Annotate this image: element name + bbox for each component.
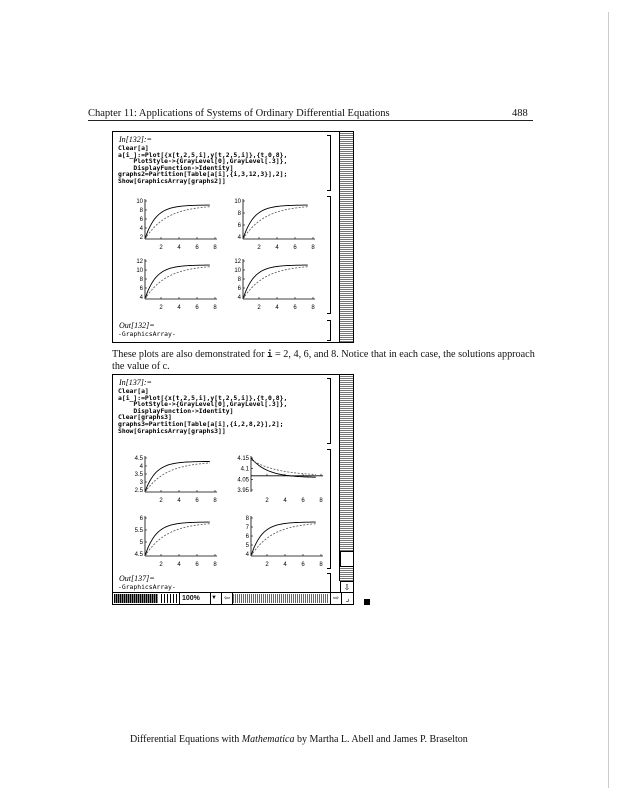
- x-tick-label: 2: [159, 562, 163, 568]
- code-2-line: Clear[graphs3]: [118, 413, 172, 422]
- code-1-line: a[i_]:=Plot[{x[t,2,5,i],y[t,2,5,i]},{t,0,8},: [118, 150, 288, 159]
- y-tick-label: 10: [136, 268, 143, 274]
- code-2-line: graphs3=Partition[Table[a[i],{i,2,8,2}],2];: [118, 419, 284, 428]
- x-tick-label: 8: [213, 305, 217, 311]
- x-tick-label: 2: [265, 498, 269, 504]
- input-code-1[interactable]: [118, 145, 287, 185]
- solution-curve-x: [243, 205, 308, 239]
- plot-panel-1: [136, 199, 217, 251]
- x-tick-label: 2: [159, 305, 163, 311]
- x-tick-label: 6: [195, 562, 199, 568]
- x-tick-label: 8: [213, 245, 217, 251]
- solution-curve-y: [251, 524, 316, 556]
- x-tick-label: 4: [177, 305, 181, 311]
- x-tick-label: 4: [283, 498, 287, 504]
- y-tick-label: 4: [237, 295, 241, 301]
- y-tick-label: 6: [237, 223, 241, 229]
- x-tick-label: 8: [319, 562, 323, 568]
- x-tick-label: 6: [195, 498, 199, 504]
- x-tick-label: 8: [311, 305, 315, 311]
- y-tick-label: 4: [139, 226, 143, 232]
- code-2-line: DisplayFunction->Identity]: [118, 406, 234, 415]
- solution-curve-x: [145, 265, 210, 299]
- solution-curve-x: [243, 265, 308, 299]
- solution-curve-x: [251, 522, 316, 556]
- solution-curve-x: [145, 462, 210, 493]
- status-ticks: [161, 594, 177, 603]
- page-number: 488: [512, 108, 528, 119]
- x-tick-label: 4: [177, 498, 181, 504]
- y-tick-label: 4.5: [134, 552, 143, 558]
- cell-bracket-input-1[interactable]: [327, 135, 331, 191]
- scroll-thumb[interactable]: [340, 551, 354, 567]
- y-tick-label: 4.1: [240, 466, 249, 473]
- y-tick-label: 12: [136, 259, 143, 265]
- input-label-2: In[137]:=: [119, 378, 152, 387]
- x-tick-label: 8: [311, 245, 315, 251]
- plot-panel-3: [136, 259, 217, 311]
- solution-curve-x: [145, 522, 210, 556]
- x-tick-label: 2: [159, 498, 163, 504]
- code-2-line: Clear[a]: [118, 387, 149, 395]
- zoom-value: 100%: [182, 595, 200, 602]
- y-tick-label: 6: [139, 516, 143, 522]
- x-tick-label: 8: [213, 498, 217, 504]
- plot-panel-6: [237, 456, 323, 504]
- y-tick-label: 4: [139, 464, 143, 470]
- x-tick-label: 4: [275, 245, 279, 251]
- output-label-2: Out[137]=: [119, 574, 155, 583]
- x-tick-label: 8: [213, 562, 217, 568]
- y-tick-label: 3.95: [237, 488, 249, 494]
- page-edge-line: [608, 12, 609, 788]
- x-tick-label: 2: [265, 562, 269, 568]
- zoom-popup[interactable]: [179, 593, 211, 604]
- x-tick-label: 2: [257, 245, 261, 251]
- graphics-array-1: [131, 195, 321, 315]
- solution-curve-y: [145, 207, 210, 239]
- scroll-left-arrow-icon[interactable]: ⇦: [221, 593, 233, 604]
- footer-citation: Differential Equations with Mathematica by Martha L. Abell and James P. Braselton: [130, 734, 468, 745]
- y-tick-label: 8: [139, 208, 143, 214]
- x-tick-label: 6: [195, 245, 199, 251]
- x-tick-label: 6: [293, 305, 297, 311]
- y-tick-label: 7: [245, 525, 249, 531]
- solution-curve-y: [243, 207, 308, 239]
- plot-panel-2: [234, 199, 315, 251]
- body-paragraph: These plots are also demonstrated for i = 2, 4, 6, and 8. Notice that in each case, the solutions approach the value of c.: [112, 349, 535, 372]
- code-2-line: Show[GraphicsArray[graphs3]]: [118, 426, 226, 435]
- x-tick-label: 4: [275, 305, 279, 311]
- y-tick-label: 4: [139, 295, 143, 301]
- x-tick-label: 4: [177, 245, 181, 251]
- code-1-line: Clear[a]: [118, 144, 149, 152]
- x-tick-label: 4: [283, 562, 287, 568]
- y-tick-label: 4.5: [134, 456, 143, 462]
- y-tick-label: 8: [245, 516, 249, 522]
- y-tick-label: 3: [139, 480, 143, 486]
- cell-bracket-input-2[interactable]: [327, 378, 331, 444]
- x-tick-label: 4: [177, 562, 181, 568]
- plot-panel-5: [135, 456, 218, 504]
- cell-bracket-graphics-2[interactable]: [327, 449, 331, 569]
- y-tick-label: 5: [139, 540, 143, 546]
- solution-curve-y: [145, 267, 210, 299]
- code-1-line: DisplayFunction->Identity]: [118, 163, 234, 172]
- y-tick-label: 10: [234, 199, 241, 205]
- solution-curve-x: [145, 205, 210, 239]
- y-tick-label: 4: [237, 235, 241, 241]
- output-text-2: -GraphicsArray-: [118, 583, 176, 591]
- x-tick-label: 6: [195, 305, 199, 311]
- scroll-down-arrow-icon[interactable]: ⇩: [340, 581, 354, 594]
- input-code-2[interactable]: [118, 388, 287, 434]
- plot-panel-8: [246, 516, 324, 568]
- status-pattern: [114, 594, 158, 603]
- code-2-line: PlotStyle->{GrayLevel[0],GrayLevel[.3]},: [118, 400, 288, 409]
- horizontal-scrollbar[interactable]: [233, 594, 329, 603]
- x-tick-label: 6: [301, 498, 305, 504]
- y-tick-label: 6: [139, 217, 143, 223]
- end-of-example-square-icon: [364, 599, 370, 605]
- notebook-window-2: [112, 374, 354, 593]
- x-tick-label: 8: [319, 498, 323, 504]
- chapter-title: Chapter 11: Applications of Systems of Ordinary Differential Equations: [88, 108, 390, 119]
- x-tick-label: 2: [257, 305, 261, 311]
- input-label-1: In[132]:=: [119, 135, 152, 144]
- code-1-line: graphs2=Partition[Table[a[i],{i,3,12,3}],2];: [118, 170, 288, 179]
- y-tick-label: 6: [245, 534, 249, 540]
- code-1-line: PlotStyle->{GrayLevel[0],GrayLevel[.3]},: [118, 157, 288, 166]
- y-tick-label: 5: [245, 543, 249, 549]
- plot-panel-7: [135, 516, 218, 568]
- resize-grip-icon[interactable]: ⌟: [341, 593, 353, 604]
- x-tick-label: 6: [293, 245, 297, 251]
- plot-panel-4: [234, 259, 315, 311]
- y-tick-label: 8: [237, 211, 241, 217]
- zoom-dropdown-icon[interactable]: ▼: [211, 595, 217, 601]
- y-tick-label: 2: [139, 235, 143, 241]
- y-tick-label: 8: [139, 277, 143, 283]
- code-2-line: a[i_]:=Plot[{x[t,2,5,i],y[t,2,5,i]},{t,0,8},: [118, 393, 288, 402]
- y-tick-label: 12: [234, 259, 241, 265]
- graphics-array-2: [129, 452, 329, 570]
- y-tick-label: 8: [237, 277, 241, 283]
- solution-curve-y: [145, 463, 210, 492]
- vertical-scrollbar-1[interactable]: [339, 132, 353, 342]
- y-tick-label: 6: [139, 286, 143, 292]
- y-tick-label: 4: [245, 552, 249, 558]
- y-tick-label: 4.15: [237, 456, 249, 462]
- output-text-1: -GraphicsArray-: [118, 330, 176, 338]
- y-tick-label: 3.5: [134, 472, 143, 478]
- x-tick-label: 2: [159, 245, 163, 251]
- output-label-1: Out[132]=: [119, 321, 155, 330]
- y-tick-label: 10: [234, 268, 241, 274]
- y-tick-label: 4.05: [237, 477, 249, 484]
- y-tick-label: 2.5: [134, 488, 143, 494]
- cell-bracket-output-2[interactable]: [327, 573, 331, 593]
- y-tick-label: 5.5: [134, 528, 143, 534]
- solution-curve-y: [243, 267, 308, 299]
- cell-bracket-output-1[interactable]: [327, 320, 331, 341]
- code-1-line: Show[GraphicsArray[graphs2]]: [118, 176, 226, 185]
- cell-bracket-graphics-1[interactable]: [327, 196, 331, 314]
- x-tick-label: 6: [301, 562, 305, 568]
- notebook-window-1: [112, 131, 354, 343]
- scroll-right-arrow-icon[interactable]: ⇨: [330, 593, 341, 604]
- header-rule: [88, 120, 533, 121]
- y-tick-label: 6: [237, 286, 241, 292]
- y-tick-label: 10: [136, 199, 143, 205]
- window-status-bar: [112, 592, 354, 605]
- solution-curve-y: [145, 524, 210, 556]
